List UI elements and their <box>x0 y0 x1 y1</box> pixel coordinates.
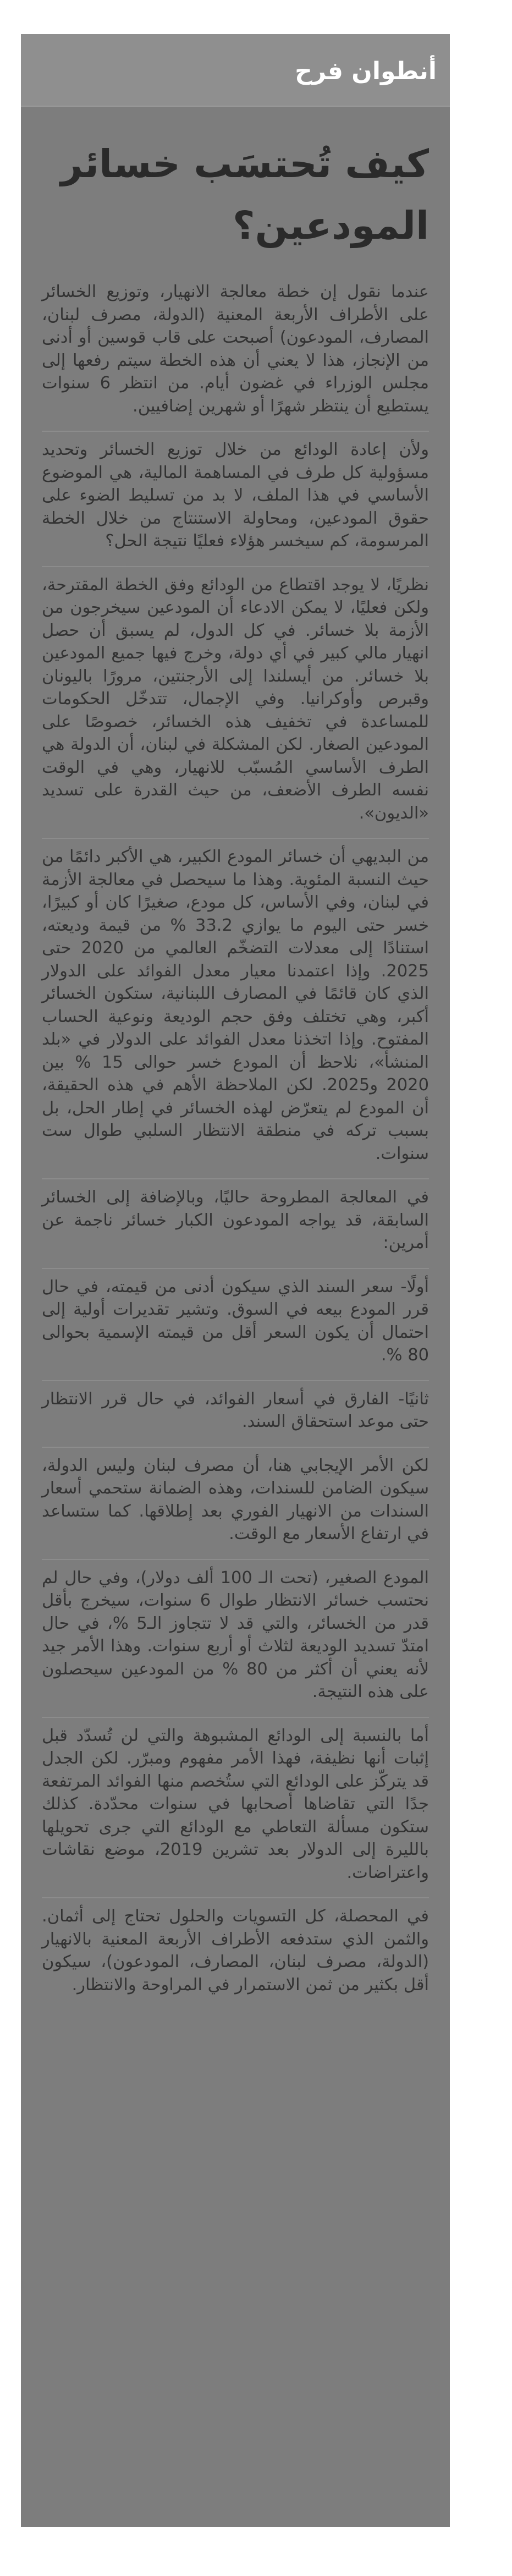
article-paragraph: أما بالنسبة إلى الودائع المشبوهة والتي لن تُسدّد قبل إثبات أنها نظيفة، فهذا الأمر مفهوم ومبرّر. لكن الجدل قد يتركّز على الودائع التي ستُخصم منها الفوائد المرتفعة جدًا التي تقاضاها أصحابها في سنوات محدّدة. كذلك ستكون مسألة التعاطي مع الودائع التي جرى تحويلها بالليرة إلى الدولار بعد تشرين 2019، موضع نقاشات واعتراضات. <box>42 1717 429 1885</box>
article-paragraph: نظريًا، لا يوجد اقتطاع من الودائع وفق الخطة المقترحة، ولكن فعليًا، لا يمكن الادعاء أن المودعين سيخرجون من الأزمة بلا خسائر. في كل الدول، لم يسبق أن حصل انهيار مالي كبير في أي دولة، وخرج فيها جميع المودعين بلا خسائر. من أيسلندا إلى الأرجنتين، مرورًا باليونان وقبرص وأوكرانيا. وفي الإجمال، تتدخّل الحكومات للمساعدة في تخفيف هذه الخسائر، خصوصًا على المودعين الصغار. لكن المشكلة في لبنان، أن الدولة هي الطرف الأساسي المُسبّب للانهيار، وهي في الوقت نفسه الطرف الأضعف، من حيث القدرة على تسديد «الديون». <box>42 566 429 825</box>
article-body <box>42 281 429 2009</box>
author-name[interactable]: أنطوان فرح <box>295 57 437 85</box>
author-header <box>21 34 450 107</box>
article-paragraph: عندما نقول إن خطة معالجة الانهيار، وتوزيع الخسائر على الأطراف الأربعة المعنية (الدولة، مصرف لبنان، المصارف، المودعون) أصبحت على قاب قوسين أو أدنى من الإنجاز، هذا لا يعني أن هذه الخطة سيتم رفعها إلى مجلس الوزراء في غضون أيام. من انتظر 6 سنوات يستطيع أن ينتظر شهرًا أو شهرين إضافيين. <box>42 282 429 416</box>
article-paragraph: ولأن إعادة الودائع من خلال توزيع الخسائر وتحديد مسؤولية كل طرف في المساهمة المالية، هي الموضوع الأساسي في هذا الملف، لا بد من تسليط الضوء على حقوق المودعين، ومحاولة الاستنتاج من خلال الخطة المرسومة، كم سيخسر هؤلاء فعليًا نتيجة الحل؟ <box>42 431 429 553</box>
article-paragraph: المودع الصغير، (تحت الـ 100 ألف دولار)، وفي حال لم نحتسب خسائر الانتظار طوال 6 سنوات، سيخرج بأقل قدر من الخسائر، والتي قد لا تتجاوز الـ5 %، في حال امتدّ تسديد الوديعة لثلاث أو أربع سنوات. وهذا الأمر جيد لأنه يعني أن أكثر من 80 % من المودعين سيحصلون على هذه النتيجة. <box>42 1559 429 1704</box>
article-paragraph: أولًا- سعر السند الذي سيكون أدنى من قيمته، في حال قرر المودع بيعه في السوق. وتشير تقديرات أولية إلى احتمال أن يكون السعر أقل من قيمته الإسمية بحوالى 80 %. <box>42 1268 429 1367</box>
article-paragraph: لكن الأمر الإيجابي هنا، أن مصرف لبنان وليس الدولة، سيكون الضامن للسندات، وهذه الضمانة ستحمي أسعار السندات من الانهيار الفوري بعد إطلاقها. كما ستساعد في ارتفاع الأسعار مع الوقت. <box>42 1447 429 1546</box>
article-paragraph: في المحصلة، كل التسويات والحلول تحتاج إلى أثمان. والثمن الذي ستدفعه الأطراف الأربعة المعنية بالانهيار (الدولة، مصرف لبنان، المصارف، المودعون)، سيكون أقل بكثير من ثمن الاستمرار في المراوحة والانتظار. <box>42 1897 429 1996</box>
article-card <box>21 34 450 2527</box>
article-paragraph: في المعالجة المطروحة حاليًا، وبالإضافة إلى الخسائر السابقة، قد يواجه المودعون الكبار خسائر ناجمة عن أمرين: <box>42 1178 429 1255</box>
article-title: كيف تُحتسَب خسائر المودعين؟ <box>60 141 429 248</box>
article-paragraph: من البديهي أن خسائر المودع الكبير، هي الأكبر دائمًا من حيث النسبة المئوية. وهذا ما سيحصل في معالجة الأزمة في لبنان، وفي الأساس، كل مودع، صغيرًا كان أو كبيرًا، خسر حتى اليوم ما يوازي 33.2 % من قيمة وديعته، استنادًا إلى معدلات التضخّم العالمي من 2020 حتى 2025. وإذا اعتمدنا معيار معدل الفوائد على الدولار الذي كان قائمًا في المصارف اللبنانية، ستكون الخسائر أكبر، وهي تختلف وفق حجم الوديعة ونوعية الحساب المفتوح. وإذا اتخذنا معدل الفوائد على الدولار في «بلد المنشأ»، نلاحظ أن المودع خسر حوالى 15 % بين 2020 و2025. لكن الملاحظة الأهم في هذه الحقيقة، أن المودع لم يتعرّض لهذه الخسائر في إطار الحل، بل بسبب تركه في منطقة الانتظار السلبي طوال ست سنوات. <box>42 838 429 1165</box>
article-paragraph: ثانيًا- الفارق في أسعار الفوائد، في حال قرر الانتظار حتى موعد استحقاق السند. <box>42 1380 429 1433</box>
